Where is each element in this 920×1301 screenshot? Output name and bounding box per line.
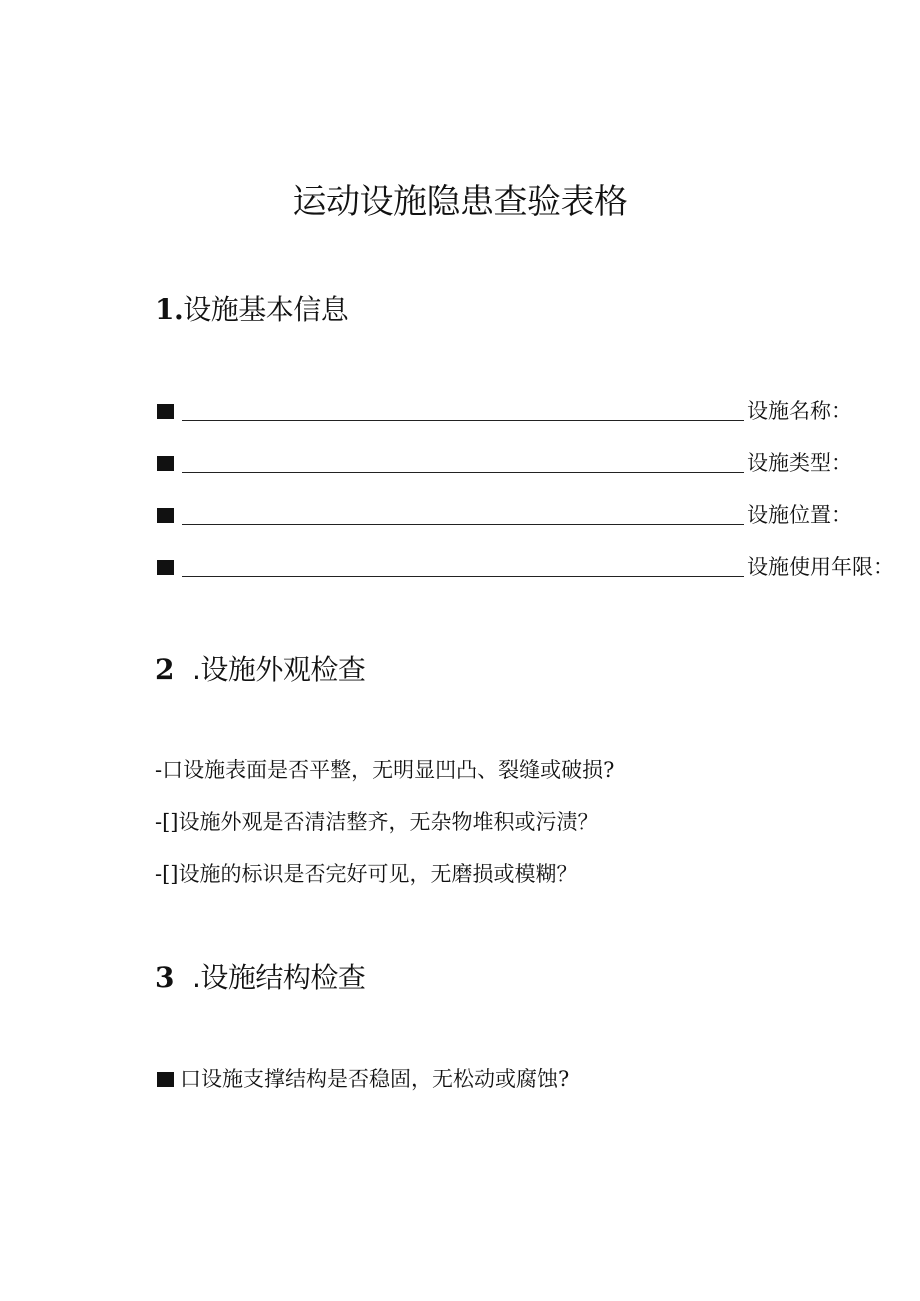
- checkbox-icon[interactable]: 口: [180, 1067, 201, 1091]
- section-2-heading: [155, 650, 365, 690]
- field-label: 设施位置：: [747, 503, 852, 527]
- field-row-facility-location: [157, 500, 852, 530]
- square-bullet-icon: [157, 404, 174, 419]
- section-1-number: 1.: [155, 293, 184, 326]
- checklist-item-text: 设施外观是否清洁整齐，无杂物堆积或污渍？: [178, 810, 599, 834]
- section-3-heading: [155, 958, 365, 998]
- fill-in-blank-line[interactable]: [182, 472, 744, 473]
- field-label: 设施类型：: [747, 451, 852, 475]
- checkbox-icon[interactable]: []: [162, 810, 179, 834]
- section-1-heading: [155, 290, 348, 330]
- checklist-item-text: 设施支撑结构是否稳固，无松动或腐蚀?: [201, 1067, 570, 1091]
- fill-in-blank-line[interactable]: [182, 576, 744, 577]
- checklist-item-text: 设施表面是否平整，无明显凹凸、裂缝或破损?: [183, 758, 615, 782]
- dash-prefix: -: [155, 810, 163, 834]
- field-row-facility-years: [157, 552, 894, 582]
- checklist-item-text: 设施的标识是否完好可见，无磨损或模糊？: [178, 862, 578, 886]
- checklist-item: [155, 859, 578, 889]
- section-2-number: 2: [155, 653, 174, 686]
- section-3-title: .设施结构检查: [191, 961, 366, 994]
- field-label: 设施名称：: [747, 399, 852, 423]
- square-bullet-icon: [157, 560, 174, 575]
- checklist-item: [155, 807, 599, 837]
- fill-in-blank-line[interactable]: [182, 420, 744, 421]
- square-bullet-icon: [157, 508, 174, 523]
- square-bullet-icon: [157, 1072, 174, 1087]
- dash-prefix: -: [155, 758, 163, 782]
- dash-prefix: -: [155, 862, 163, 886]
- checklist-item: [155, 755, 614, 785]
- section-3-number: 3: [155, 961, 174, 994]
- checkbox-icon[interactable]: []: [162, 862, 179, 886]
- section-2-title: .设施外观检查: [191, 653, 366, 686]
- square-bullet-icon: [157, 456, 174, 471]
- checklist-item: [157, 1064, 569, 1094]
- document-title: 运动设施隐患查验表格: [292, 182, 628, 222]
- field-label: 设施使用年限：: [747, 555, 894, 579]
- field-row-facility-name: [157, 396, 852, 426]
- fill-in-blank-line[interactable]: [182, 524, 744, 525]
- section-1-title: 设施基本信息: [183, 293, 349, 326]
- field-row-facility-type: [157, 448, 852, 478]
- checkbox-icon[interactable]: 口: [162, 758, 184, 782]
